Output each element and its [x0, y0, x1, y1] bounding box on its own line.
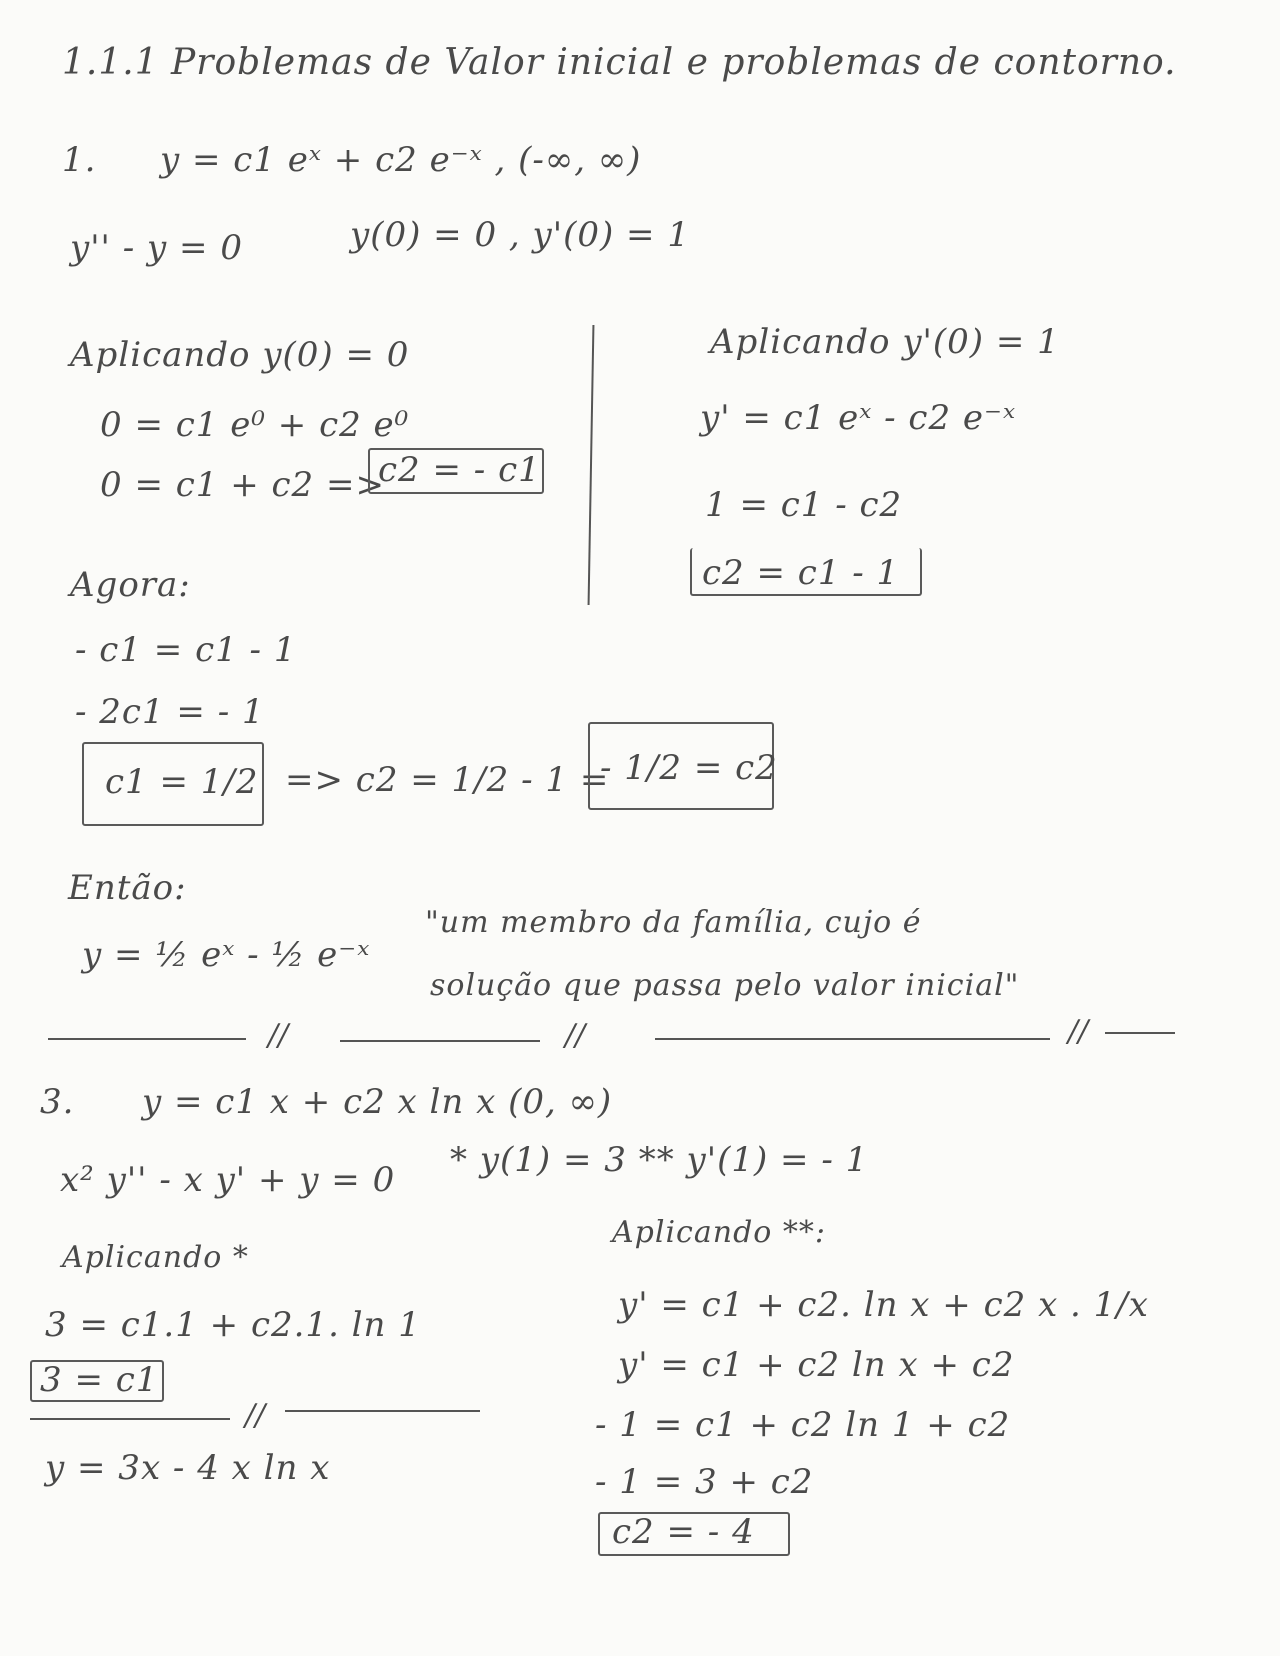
ex1-agora-heading: Agora:: [70, 565, 191, 605]
ex3-right-box-text: c2 = - 4: [612, 1512, 755, 1552]
ex3-equation: y = c1 x + c2 x ln x (0, ∞): [142, 1082, 613, 1122]
separator-mark: //: [1068, 1014, 1089, 1049]
ex3-right-heading: Aplicando **:: [612, 1215, 826, 1250]
ex1-agora-line1: - c1 = c1 - 1: [75, 630, 297, 670]
ex1-agora-line2: - 2c1 = - 1: [75, 692, 265, 732]
ex3-initial-conditions: * y(1) = 3 ** y'(1) = - 1: [450, 1140, 869, 1180]
separator-line: [30, 1418, 230, 1420]
separator-mark: //: [268, 1018, 289, 1053]
ex3-right-line1: y' = c1 + c2. ln x + c2 x . 1/x: [618, 1285, 1149, 1325]
separator-line: [655, 1038, 1050, 1040]
ex1-ode: y'' - y = 0: [70, 228, 243, 268]
ex1-entao-heading: Então:: [68, 868, 187, 908]
ex1-right-heading: Aplicando y'(0) = 1: [710, 322, 1060, 362]
ex1-solution: y = ½ eˣ - ½ e⁻ˣ: [82, 935, 371, 975]
ex1-left-heading: Aplicando y(0) = 0: [70, 335, 410, 375]
ex1-agora-box1-text: c1 = 1/2: [105, 762, 259, 802]
ex1-left-box-text: c2 = - c1: [378, 450, 541, 490]
ex1-left-line2: 0 = c1 + c2 =>: [100, 465, 385, 505]
ex1-right-line2: 1 = c1 - c2: [705, 485, 903, 525]
column-divider: [588, 325, 595, 605]
ex3-right-line3: - 1 = c1 + c2 ln 1 + c2: [595, 1405, 1011, 1445]
ex3-left-solution: y = 3x - 4 x ln x: [45, 1448, 331, 1488]
ex1-initial-conditions: y(0) = 0 , y'(0) = 1: [350, 215, 690, 255]
ex1-number: 1.: [62, 140, 97, 180]
ex1-right-box-text: c2 = c1 - 1: [702, 553, 900, 593]
separator-line: [340, 1040, 540, 1042]
ex3-right-line2: y' = c1 + c2 ln x + c2: [618, 1345, 1015, 1385]
ex1-left-line1: 0 = c1 e⁰ + c2 e⁰: [100, 405, 410, 445]
ex1-equation: y = c1 eˣ + c2 e⁻ˣ , (-∞, ∞): [160, 140, 642, 180]
ex1-note-line1: "um membro da família, cujo é: [425, 905, 922, 940]
page-title: 1.1.1 Problemas de Valor inicial e problemas de contorno.: [62, 42, 1177, 83]
ex3-right-line4: - 1 = 3 + c2: [595, 1462, 814, 1502]
separator-mark: //: [565, 1018, 586, 1053]
separator-line: [285, 1410, 480, 1412]
ex1-right-line1: y' = c1 eˣ - c2 e⁻ˣ: [700, 398, 1017, 438]
ex3-ode: x² y'' - x y' + y = 0: [60, 1160, 396, 1200]
ex3-left-box-text: 3 = c1: [40, 1360, 159, 1400]
ex3-left-line1: 3 = c1.1 + c2.1. ln 1: [45, 1305, 421, 1345]
separator-line: [1105, 1032, 1175, 1034]
separator-line: [48, 1038, 246, 1040]
ex1-note-line2: solução que passa pelo valor inicial": [430, 968, 1020, 1003]
ex1-agora-mid: => c2 = 1/2 - 1 =: [285, 760, 610, 800]
ex3-number: 3.: [40, 1082, 75, 1122]
ex3-left-heading: Aplicando *: [62, 1240, 249, 1275]
ex1-agora-box2-text: - 1/2 = c2: [600, 748, 778, 788]
separator-mark: //: [245, 1398, 266, 1433]
